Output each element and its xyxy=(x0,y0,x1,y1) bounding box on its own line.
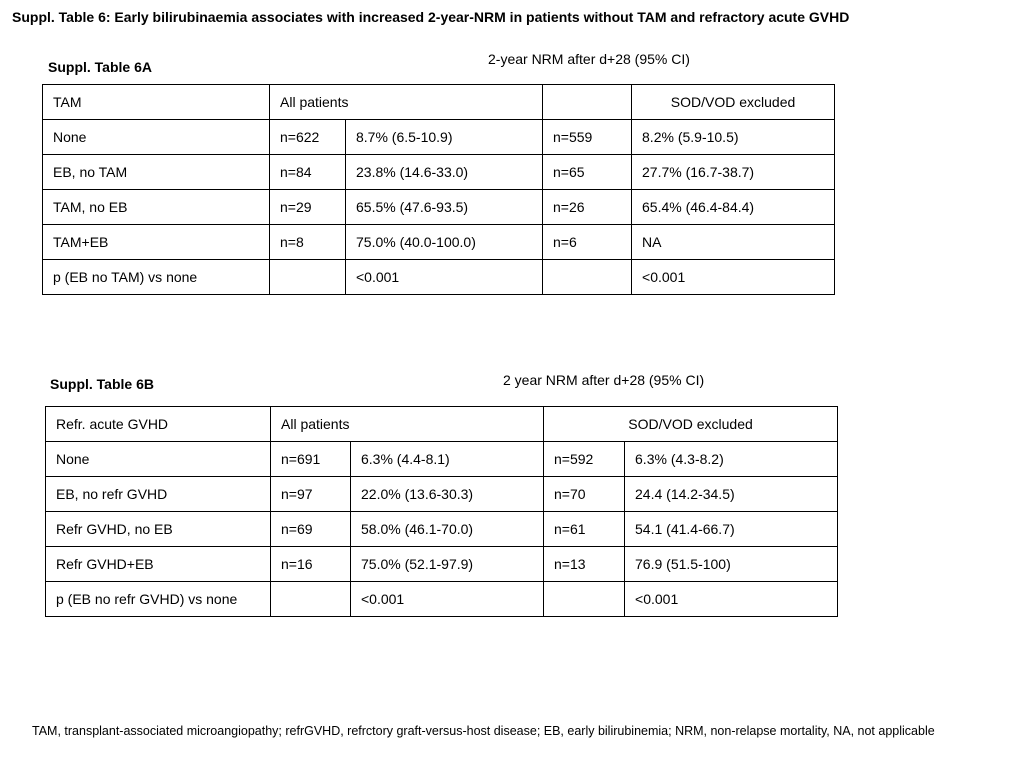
table-row xyxy=(43,120,835,155)
p-value-label: p (EB no refr GVHD) vs none xyxy=(46,582,271,617)
table-cell: 6.3% (4.3-8.2) xyxy=(625,442,838,477)
table-cell: None xyxy=(46,442,271,477)
table-cell: TAM, no EB xyxy=(43,190,270,225)
table-cell: 8.7% (6.5-10.9) xyxy=(346,120,543,155)
table-row xyxy=(46,442,838,477)
table-cell: 6.3% (4.4-8.1) xyxy=(351,442,544,477)
table-cell: NA xyxy=(632,225,835,260)
table-cell: 58.0% (46.1-70.0) xyxy=(351,512,544,547)
p-value-cell: <0.001 xyxy=(346,260,543,295)
table-cell: 23.8% (14.6-33.0) xyxy=(346,155,543,190)
header-cell: All patients xyxy=(271,407,544,442)
table-cell xyxy=(270,260,346,295)
header-cell: SOD/VOD excluded xyxy=(632,85,835,120)
table-cell xyxy=(271,582,351,617)
table-cell: n=8 xyxy=(270,225,346,260)
table-cell: n=61 xyxy=(544,512,625,547)
table-cell: n=84 xyxy=(270,155,346,190)
header-cell xyxy=(543,85,632,120)
table-cell: n=622 xyxy=(270,120,346,155)
table-cell: n=65 xyxy=(543,155,632,190)
table-cell: None xyxy=(43,120,270,155)
table-b xyxy=(45,406,838,617)
table-cell: Refr GVHD+EB xyxy=(46,547,271,582)
table-cell: 22.0% (13.6-30.3) xyxy=(351,477,544,512)
table-cell: n=13 xyxy=(544,547,625,582)
table-row xyxy=(43,155,835,190)
table-cell: 65.4% (46.4-84.4) xyxy=(632,190,835,225)
table-row xyxy=(43,260,835,295)
table-cell xyxy=(543,260,632,295)
table-cell: 75.0% (40.0-100.0) xyxy=(346,225,543,260)
table-a xyxy=(42,84,835,295)
p-value-label: p (EB no TAM) vs none xyxy=(43,260,270,295)
header-cell: All patients xyxy=(270,85,543,120)
table-cell: n=16 xyxy=(271,547,351,582)
table-cell xyxy=(544,582,625,617)
p-value-cell: <0.001 xyxy=(632,260,835,295)
table-cell: n=691 xyxy=(271,442,351,477)
page-title: Suppl. Table 6: Early bilirubinaemia associates with increased 2-year-NRM in patients without TAM and refractory acute GVHD xyxy=(12,9,850,25)
table-cell: 75.0% (52.1-97.9) xyxy=(351,547,544,582)
table-cell: n=559 xyxy=(543,120,632,155)
table-row xyxy=(46,512,838,547)
table-row xyxy=(46,582,838,617)
table-cell: n=70 xyxy=(544,477,625,512)
table-b-ci-label: 2 year NRM after d+28 (95% CI) xyxy=(503,372,705,388)
table-cell: n=69 xyxy=(271,512,351,547)
table-row xyxy=(43,85,835,120)
table-cell: EB, no TAM xyxy=(43,155,270,190)
table-a-label: Suppl. Table 6A xyxy=(48,59,152,75)
table-row xyxy=(46,407,838,442)
table-cell: n=592 xyxy=(544,442,625,477)
table-cell: n=29 xyxy=(270,190,346,225)
header-cell: TAM xyxy=(43,85,270,120)
table-cell: 24.4 (14.2-34.5) xyxy=(625,477,838,512)
header-cell: SOD/VOD excluded xyxy=(544,407,838,442)
p-value-cell: <0.001 xyxy=(351,582,544,617)
table-cell: TAM+EB xyxy=(43,225,270,260)
table-row xyxy=(46,477,838,512)
table-b-label: Suppl. Table 6B xyxy=(50,376,154,392)
table-row xyxy=(43,225,835,260)
table-a-ci-label: 2-year NRM after d+28 (95% CI) xyxy=(488,51,690,67)
footnote: TAM, transplant-associated microangiopathy; refrGVHD, refrctory graft-versus-host disease; EB, early bilirubinemia; NRM, non-relapse mortality, NA, not applicable xyxy=(32,724,935,738)
table-cell: n=26 xyxy=(543,190,632,225)
table-cell: n=6 xyxy=(543,225,632,260)
table-cell: 76.9 (51.5-100) xyxy=(625,547,838,582)
table-row xyxy=(43,190,835,225)
p-value-cell: <0.001 xyxy=(625,582,838,617)
table-cell: 8.2% (5.9-10.5) xyxy=(632,120,835,155)
table-row xyxy=(46,547,838,582)
header-cell: Refr. acute GVHD xyxy=(46,407,271,442)
table-cell: n=97 xyxy=(271,477,351,512)
table-cell: 27.7% (16.7-38.7) xyxy=(632,155,835,190)
table-cell: Refr GVHD, no EB xyxy=(46,512,271,547)
table-cell: EB, no refr GVHD xyxy=(46,477,271,512)
table-cell: 54.1 (41.4-66.7) xyxy=(625,512,838,547)
table-cell: 65.5% (47.6-93.5) xyxy=(346,190,543,225)
